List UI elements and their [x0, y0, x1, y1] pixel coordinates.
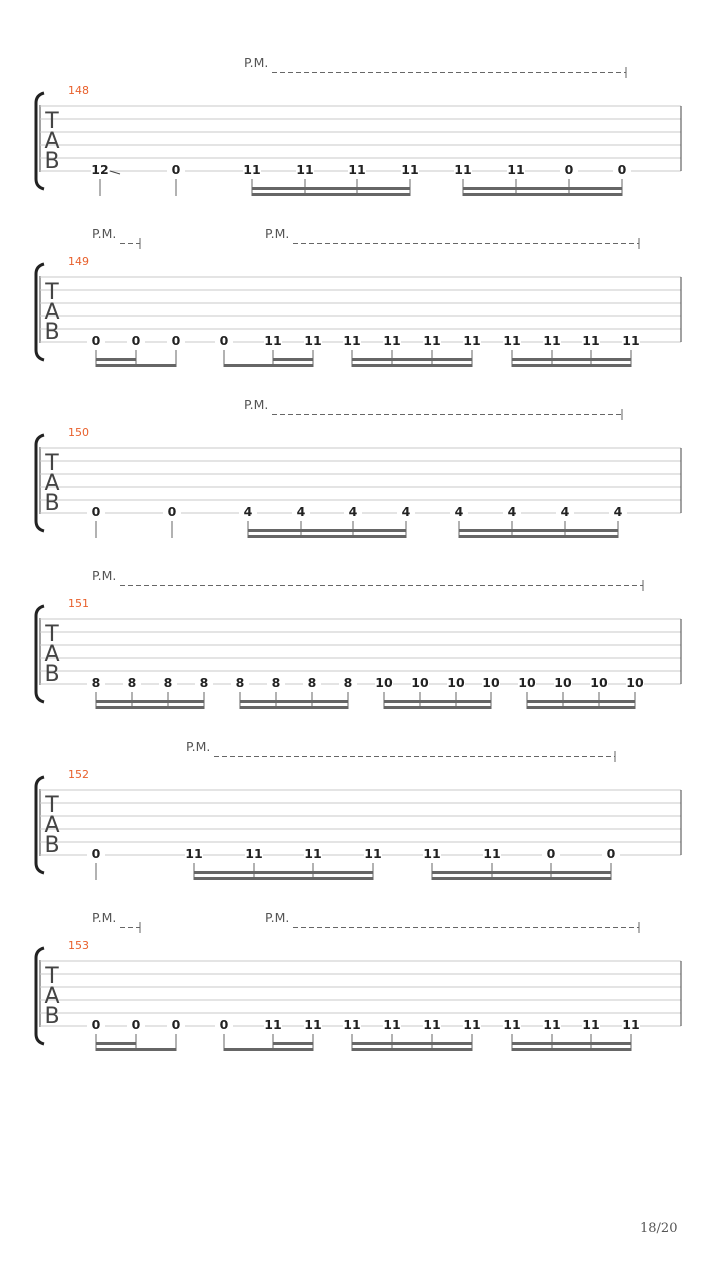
- beam-secondary: [527, 700, 635, 703]
- tab-clef-letter: A: [44, 813, 60, 838]
- fret-number: 10: [554, 675, 572, 690]
- fret-number: 11: [348, 162, 366, 177]
- beam: [248, 535, 406, 538]
- fret-number: 0: [171, 1017, 181, 1032]
- fret-number: 11: [264, 1017, 282, 1032]
- beam: [96, 364, 176, 367]
- fret-number: 10: [482, 675, 500, 690]
- fret-number: 11: [507, 162, 525, 177]
- beam: [459, 535, 618, 538]
- fret-number: 11: [383, 333, 401, 348]
- fret-number: 4: [296, 504, 306, 519]
- fret-number: 11: [401, 162, 419, 177]
- beam-secondary: [194, 871, 373, 874]
- beam: [512, 1048, 631, 1051]
- tab-clef-letter: T: [45, 280, 59, 305]
- beam-secondary: [273, 1042, 313, 1045]
- fret-number: 4: [243, 504, 253, 519]
- tab-clef-letter: B: [44, 1004, 60, 1029]
- fret-number: 0: [617, 162, 627, 177]
- beam-secondary: [248, 529, 406, 532]
- fret-number: 0: [91, 846, 101, 861]
- fret-number: 0: [171, 162, 181, 177]
- fret-number: 4: [507, 504, 517, 519]
- tab-system-svg: [0, 739, 720, 899]
- tab-clef-letter: T: [45, 964, 59, 989]
- fret-number: 0: [91, 504, 101, 519]
- palm-mute-label: P.M.: [244, 55, 269, 70]
- fret-number: 11: [463, 333, 481, 348]
- beam: [96, 706, 204, 709]
- tab-clef-letter: B: [44, 320, 60, 345]
- tab-clef-letter: T: [45, 109, 59, 134]
- fret-number: 11: [304, 1017, 322, 1032]
- fret-number: 10: [411, 675, 429, 690]
- fret-number: 8: [271, 675, 281, 690]
- fret-number: 11: [243, 162, 261, 177]
- fret-number: 10: [375, 675, 393, 690]
- fret-number: 12: [91, 162, 109, 177]
- palm-mute-label: P.M.: [92, 226, 117, 241]
- beam-secondary: [432, 871, 611, 874]
- beam-secondary: [96, 700, 204, 703]
- beam-secondary: [240, 700, 348, 703]
- fret-number: 0: [91, 1017, 101, 1032]
- fret-number: 11: [543, 1017, 561, 1032]
- tab-system: [0, 397, 720, 557]
- beam: [194, 877, 373, 880]
- tab-clef-letter: A: [44, 129, 60, 154]
- fret-number: 0: [606, 846, 616, 861]
- beam: [352, 1048, 472, 1051]
- tab-clef-letter: B: [44, 149, 60, 174]
- fret-number: 8: [91, 675, 101, 690]
- fret-number: 0: [167, 504, 177, 519]
- beam-secondary: [273, 358, 313, 361]
- beam: [463, 193, 622, 196]
- beam: [384, 706, 491, 709]
- page-number: 18/20: [640, 1221, 678, 1236]
- fret-number: 0: [91, 333, 101, 348]
- tab-system-svg: [0, 910, 720, 1070]
- fret-number: 11: [503, 1017, 521, 1032]
- fret-number: 11: [463, 1017, 481, 1032]
- tab-clef-letter: A: [44, 471, 60, 496]
- measure-number: 152: [68, 768, 89, 781]
- beam-secondary: [352, 358, 472, 361]
- tab-system-svg: [0, 55, 720, 215]
- fret-number: 11: [264, 333, 282, 348]
- fret-number: 8: [343, 675, 353, 690]
- fret-number: 4: [348, 504, 358, 519]
- fret-number: 11: [483, 846, 501, 861]
- fret-number: 8: [307, 675, 317, 690]
- tab-clef-letter: B: [44, 662, 60, 687]
- tab-clef-letter: A: [44, 984, 60, 1009]
- fret-number: 4: [560, 504, 570, 519]
- beam-secondary: [459, 529, 618, 532]
- tab-clef-letter: B: [44, 833, 60, 858]
- fret-number: 10: [447, 675, 465, 690]
- fret-number: 8: [127, 675, 137, 690]
- measure-number: 153: [68, 939, 89, 952]
- fret-number: 11: [304, 846, 322, 861]
- beam-secondary: [252, 187, 410, 190]
- palm-mute-label: P.M.: [265, 910, 290, 925]
- palm-mute-label: P.M.: [186, 739, 211, 754]
- tab-system: [0, 568, 720, 728]
- fret-number: 11: [343, 333, 361, 348]
- fret-number: 4: [401, 504, 411, 519]
- tab-clef-letter: B: [44, 491, 60, 516]
- tab-system: [0, 55, 720, 215]
- beam: [224, 364, 313, 367]
- fret-number: 0: [171, 333, 181, 348]
- fret-number: 11: [423, 333, 441, 348]
- fret-number: 10: [518, 675, 536, 690]
- beam-secondary: [463, 187, 622, 190]
- fret-number: 8: [235, 675, 245, 690]
- fret-number: 11: [364, 846, 382, 861]
- fret-number: 11: [582, 333, 600, 348]
- fret-number: 0: [131, 333, 141, 348]
- tab-system: [0, 739, 720, 899]
- fret-number: 11: [543, 333, 561, 348]
- fret-number: 11: [304, 333, 322, 348]
- fret-number: 0: [131, 1017, 141, 1032]
- fret-number: 8: [163, 675, 173, 690]
- measure-number: 149: [68, 255, 89, 268]
- fret-number: 0: [564, 162, 574, 177]
- fret-number: 11: [503, 333, 521, 348]
- fret-number: 11: [622, 1017, 640, 1032]
- beam-secondary: [512, 1042, 631, 1045]
- tab-clef-letter: T: [45, 451, 59, 476]
- beam: [96, 1048, 176, 1051]
- beam: [252, 193, 410, 196]
- fret-number: 11: [383, 1017, 401, 1032]
- fret-number: 11: [423, 846, 441, 861]
- beam: [352, 364, 472, 367]
- tab-clef-letter: A: [44, 642, 60, 667]
- fret-number: 11: [343, 1017, 361, 1032]
- beam: [240, 706, 348, 709]
- beam: [527, 706, 635, 709]
- tab-system-svg: [0, 568, 720, 728]
- beam-secondary: [384, 700, 491, 703]
- fret-number: 4: [613, 504, 623, 519]
- palm-mute-label: P.M.: [265, 226, 290, 241]
- beam-secondary: [512, 358, 631, 361]
- fret-number: 11: [296, 162, 314, 177]
- tab-system-svg: [0, 397, 720, 557]
- tab-system: [0, 226, 720, 386]
- tab-clef-letter: A: [44, 300, 60, 325]
- measure-number: 150: [68, 426, 89, 439]
- palm-mute-label: P.M.: [92, 910, 117, 925]
- fret-number: 11: [582, 1017, 600, 1032]
- fret-number: 11: [245, 846, 263, 861]
- beam: [432, 877, 611, 880]
- fret-number: 10: [590, 675, 608, 690]
- fret-number: 11: [185, 846, 203, 861]
- fret-number: 0: [219, 333, 229, 348]
- palm-mute-label: P.M.: [244, 397, 269, 412]
- fret-number: 0: [546, 846, 556, 861]
- fret-number: 11: [423, 1017, 441, 1032]
- measure-number: 151: [68, 597, 89, 610]
- measure-number: 148: [68, 84, 89, 97]
- beam-secondary: [352, 1042, 472, 1045]
- beam: [512, 364, 631, 367]
- fret-number: 8: [199, 675, 209, 690]
- tab-system: [0, 910, 720, 1070]
- palm-mute-label: P.M.: [92, 568, 117, 583]
- fret-number: 0: [219, 1017, 229, 1032]
- fret-number: 11: [454, 162, 472, 177]
- beam-secondary: [96, 1042, 136, 1045]
- beam-secondary: [96, 358, 136, 361]
- beam: [224, 1048, 313, 1051]
- tab-clef-letter: T: [45, 622, 59, 647]
- tab-clef-letter: T: [45, 793, 59, 818]
- fret-number: 11: [622, 333, 640, 348]
- fret-number: 10: [626, 675, 644, 690]
- fret-number: 4: [454, 504, 464, 519]
- tab-system-svg: [0, 226, 720, 386]
